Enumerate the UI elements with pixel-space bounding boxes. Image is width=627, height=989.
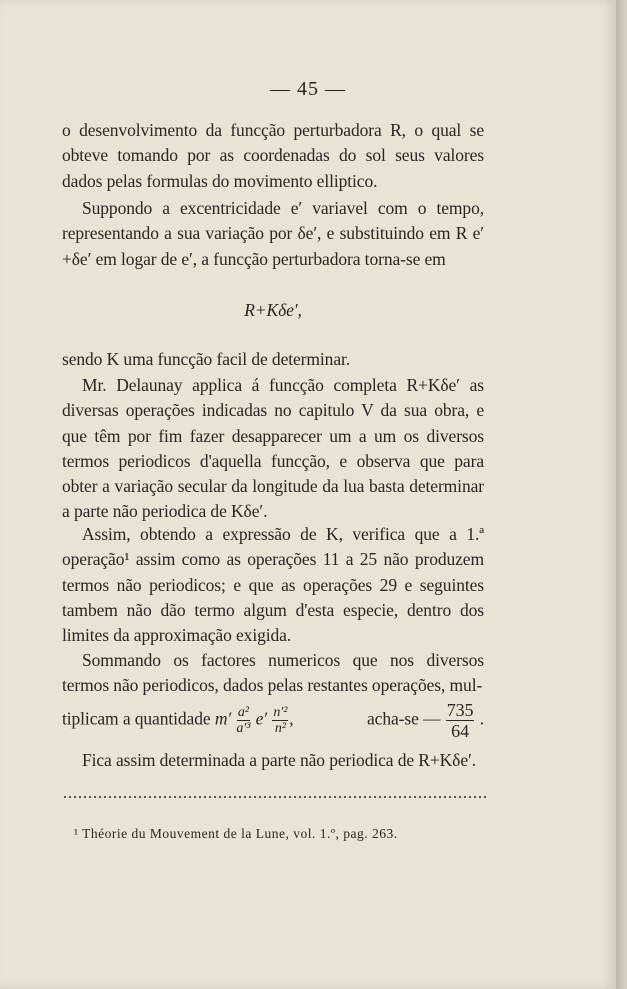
para-5: Assim, obtendo a expressão de K, verifica que a 1.ª operação¹ assim como as operações 11 a 25 não produzem termos não periodicos; e que as operações 29 e seguintes tambem não dão termo algum d'esta especie, dentro dos limites da approximação exigida. [62,524,484,646]
paragraph-7 [62,748,484,773]
formula-m: m′ [214,708,232,729]
result-den: 64 [451,720,469,741]
para-2: Suppondo a excentricidade e′ variavel com o tempo, representando a sua variação por δe′, e substituindo em R e′+δe′ em logar de e′, a funcção perturbadora torna-se em [62,198,484,269]
paragraph-5 [62,522,484,648]
paragraph-1 [62,118,484,194]
fraction-a-den: a′³ [236,720,251,736]
separator-rule [62,795,486,799]
para-1: o desenvolvimento da funcção perturbadora R, o qual se obteve tomando por as coordenadas do sol seus valores dados pelas formulas do movimento elliptico. [62,120,484,191]
formula-1 [62,298,484,323]
paragraph-6 [62,648,484,699]
page-edge [616,0,627,989]
footnote: ¹ Théorie du Mouvement de la Lune, vol. 1.º, pag. 263. [74,826,398,841]
result-num: 735 [446,699,474,720]
paragraph-3 [62,347,484,372]
para-3: sendo K uma funcção facil de determinar. [62,349,351,369]
fraction-a-num: a² [237,704,249,720]
formula-comma: , [289,708,294,729]
page-number: — 45 — [270,78,346,100]
result-fraction [446,700,475,741]
para-4: Mr. Delaunay applica á funcção completa R+Kδe′ as diversas operações indicadas no capitulo V da sua obra, e que têm por fim fazer desapparecer um a um os diversos termos periodicos d'aquella funcção, e observa que para obter a variação secular da longitude da lua basta determinar a parte não periodica de Kδe′. [62,375,484,522]
formula-e: e′ [255,708,268,729]
formula-lead: tiplicam a quantidade [62,708,211,729]
fraction-a [236,705,250,736]
result-end: . [479,708,484,729]
formula-1-text: R+Kδe′, [244,300,302,320]
para-7: Fica assim determinada a parte não periodica de R+Kδe′. [82,750,477,770]
paragraph-2 [62,196,484,272]
result-text: acha-se — [367,708,441,729]
formula-line [62,698,484,742]
paragraph-4 [62,373,484,525]
fraction-n [272,705,288,736]
para-6: Sommando os factores numericos que nos diversos termos não periodicos, dados pelas restantes operações, mul- [62,650,484,696]
fraction-n-den: n² [274,720,286,736]
fraction-n-num: n′² [273,704,288,720]
